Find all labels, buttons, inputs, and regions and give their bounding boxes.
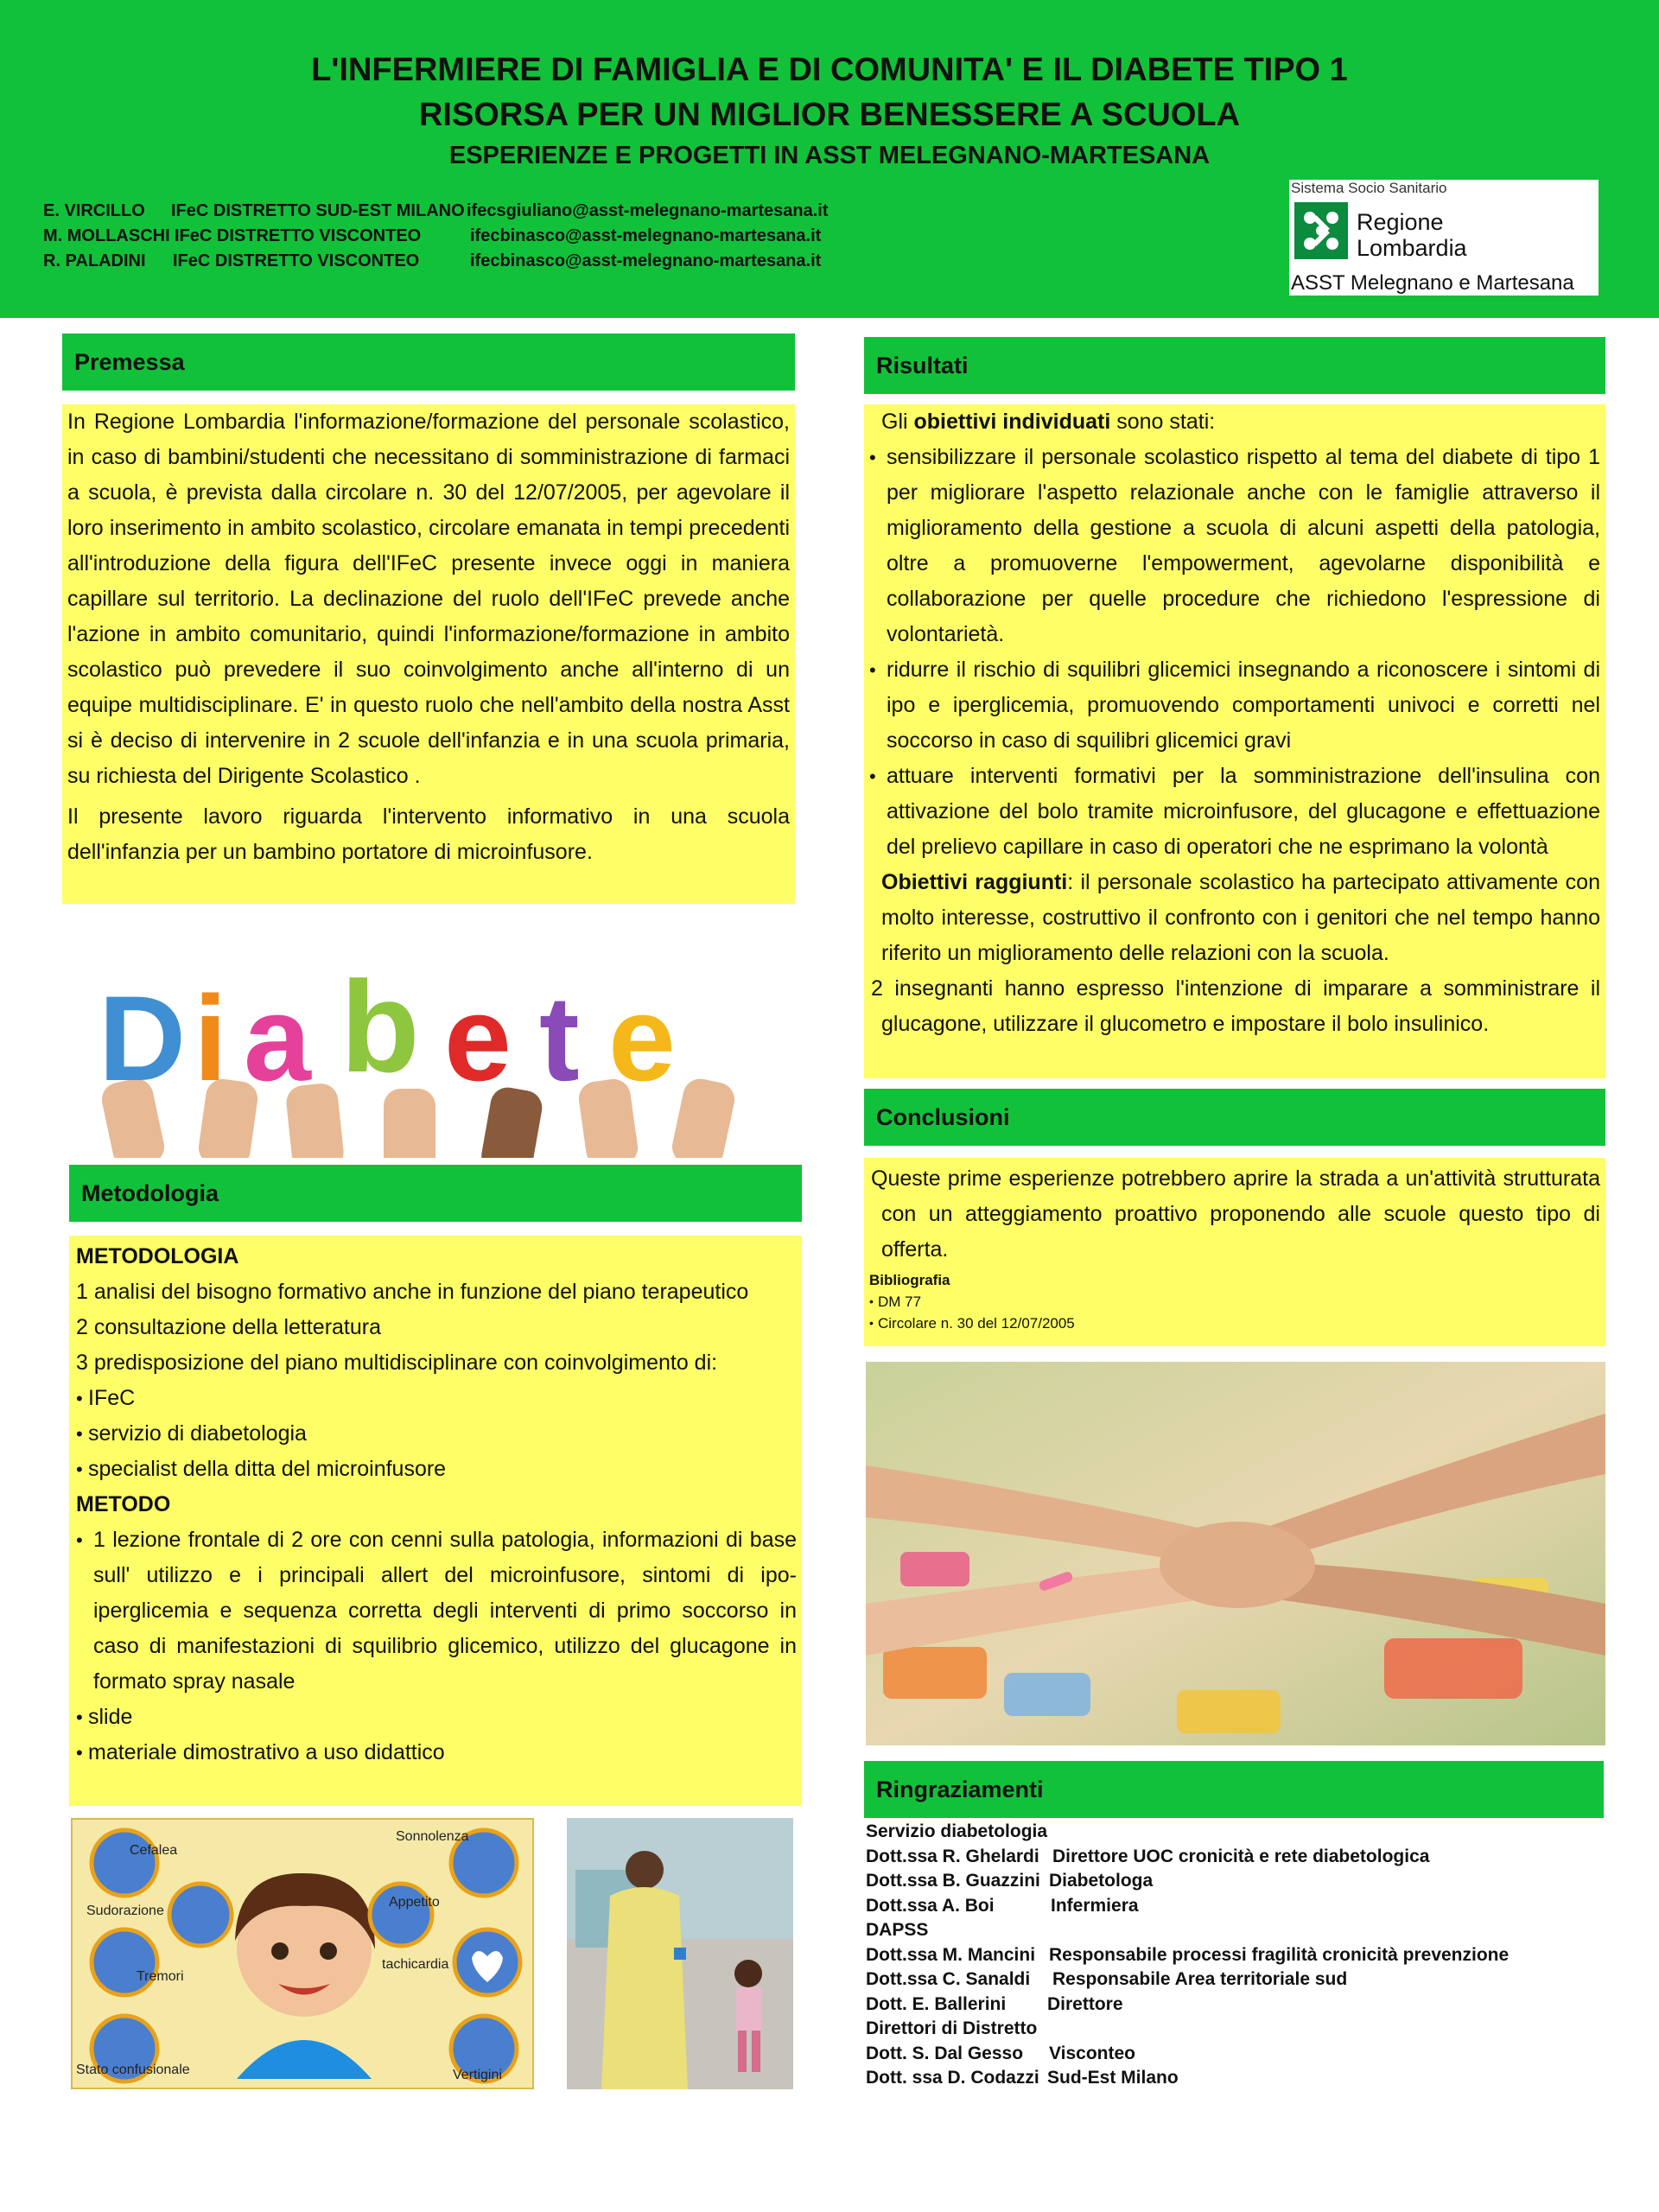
letter-e2: e: [608, 970, 676, 1106]
premessa-box: [62, 404, 795, 904]
ack-right: Responsabile Area territoriale sud: [1052, 1969, 1348, 1989]
involved-item: • specialist della ditta del microinfusore: [76, 1452, 797, 1487]
ack-left: Dott.ssa C. Sanaldi: [866, 1969, 1031, 1989]
objective-item: • ridurre il rischio di squilibri glicemici insegnando a riconoscere i sintomi di ipo e iperglicemia, promuovendo comportamenti univoci e corretti nel soccorso in caso di squilibri glicemici gravi: [869, 652, 1600, 759]
letter-D: D: [99, 970, 187, 1106]
ack-right: Sud-Est Milano: [1047, 2068, 1179, 2088]
involved-item: • IFeC: [76, 1381, 797, 1416]
risultati-intro-bold: obiettivi individuati: [913, 410, 1111, 434]
diabete-illustration: [90, 950, 764, 1158]
premessa-heading: Premessa: [62, 334, 795, 391]
letter-e: e: [444, 970, 512, 1106]
risultati-heading: Risultati: [864, 337, 1605, 394]
metodologia-box: [69, 1236, 802, 1806]
author-name: R. PALADINI: [43, 251, 146, 270]
author-district: IFeC DISTRETTO SUD-EST MILANO: [171, 201, 465, 220]
author-email: ifecbinasco@asst-melegnano-martesana.it: [470, 251, 822, 270]
symptom-label: Appetito: [389, 1895, 440, 1910]
regione-lombardia-logo: [1289, 180, 1599, 296]
author-name: M. MOLLASCHI: [43, 226, 170, 245]
logo-asst-text: ASST Melegnano e Martesana: [1291, 271, 1574, 295]
ack-right: Infermiera: [1051, 1895, 1139, 1916]
metodo-item: • materiale dimostrativo a uso didattico: [76, 1735, 797, 1770]
symptom-label: tachicardia: [382, 1957, 449, 1972]
ack-left: Dott. S. Dal Gesso: [866, 2043, 1024, 2063]
author-district: IFeC DISTRETTO VISCONTEO: [173, 251, 420, 270]
symptom-label: Sonnolenza: [396, 1829, 469, 1844]
premessa-paragraph: Il presente lavoro riguarda l'intervento informativo in una scuola dell'infanzia per un bambino portatore di microinfusore.: [67, 804, 790, 864]
teachers-statement: 2 insegnanti hanno espresso l'intenzione di imparare a somministrare il glucagone, utilizzare il glucometro e impostare il bolo insulinico.: [871, 976, 1600, 1036]
symptom-label: Stato confusionale: [76, 2063, 190, 2077]
poster-header: [0, 0, 1659, 318]
risultati-intro: [869, 404, 1600, 440]
metodologia-step: 3 predisposizione del piano multidisciplinare con coinvolgimento di:: [76, 1351, 718, 1375]
conclusioni-text: Queste prime esperienze potrebbero aprire la strada a un'attività strutturata con un atteggiamento proattivo proponendo alle scuole questo tipo di offerta.: [871, 1166, 1600, 1262]
ack-left: Direttori di Distretto: [866, 2018, 1038, 2038]
logo-system-text: Sistema Socio Sanitario: [1291, 180, 1447, 196]
poster-subtitle: RISORSA PER UN MIGLIOR BENESSERE A SCUOLA: [418, 97, 1241, 133]
ack-right: Diabetologa: [1049, 1871, 1154, 1891]
risultati-intro-pre: Gli: [881, 410, 914, 434]
objectives-reached-label: Obiettivi raggiunti: [881, 870, 1068, 894]
premessa-paragraph: In Regione Lombardia l'informazione/formazione del personale scolastico, in caso di bambini/studenti che necessitano di somministrazione di farmaci a scuola, è prevista dalla circolare n. 30 del 12/07/2005, per agevolare il loro inserimento in ambito scolastico, circolare emanata in tempi precedenti all'introduzione della figura dell'IFeC presente invece oggi in maniera capillare sul territorio. La declinazione del ruolo dell'IFeC prevede anche l'azione in ambito comunitario, quindi l'informazione/formazione in ambito scolastico può prevedere il suo coinvolgimento anche all'interno di un equipe multidisciplinare. E' in questo ruolo che nell'ambito della nostra Asst si è deciso di intervenire in 2 scuole dell'infanzia e in una scuola primaria, su richiesta del Dirigente Scolastico .: [67, 410, 790, 788]
metodologia-heading: Metodologia: [69, 1165, 802, 1222]
symptom-label: Tremori: [137, 1969, 184, 1984]
risultati-box: [864, 404, 1605, 1078]
ack-right: Visconteo: [1049, 2043, 1135, 2063]
ack-left: Dott.ssa M. Mancini: [866, 1944, 1036, 1965]
objectives-reached-text: : il personale scolastico ha partecipato attivamente con molto interesse, costruttivo il confronto con i genitori che nel tempo hanno riferito un miglioramento delle relazioni con la scuola.: [881, 870, 1600, 965]
ack-left: Dott.ssa R. Ghelardi: [866, 1846, 1039, 1866]
ack-left: Dott.ssa B. Guazzini: [866, 1871, 1040, 1891]
symptoms-image: [71, 1818, 534, 2089]
involved-item: • servizio di diabetologia: [76, 1416, 797, 1452]
bibliografia-heading: Bibliografia: [869, 1272, 950, 1288]
symptoms-illustration: [73, 1820, 534, 2089]
author-email: ifecsgiuliano@asst-melegnano-martesana.it: [467, 201, 829, 220]
ack-left: DAPSS: [866, 1920, 929, 1940]
ack-right: Responsabile processi fragilità cronicità prevenzione: [1049, 1944, 1510, 1965]
ringraziamenti-heading: Ringraziamenti: [864, 1761, 1604, 1818]
symptom-label: Vertigini: [453, 2068, 502, 2082]
hands-together-photo: [866, 1362, 1605, 1745]
letter-b: b: [340, 954, 420, 1099]
regione-lombardia-emblem-icon: [1294, 202, 1348, 259]
bibliografia-item: • DM 77: [869, 1291, 1600, 1313]
letter-i: i: [194, 970, 227, 1106]
poster-subtitle-2: ESPERIENZE E PROGETTI IN ASST MELEGNANO-MARTESANA: [448, 142, 1211, 169]
metodologia-step: 2 consultazione della letteratura: [76, 1315, 382, 1339]
objective-item: • sensibilizzare il personale scolastico rispetto al tema del diabete di tipo 1 per migliorare l'aspetto relazionale anche con le famiglie attraverso il miglioramento della gestione a scuola di alcuni aspetti della patologia, oltre a promuoverne l'empowerment, agevolarne disponibilità e collaborazione per quelle procedure che richiedono l'espressione di volontarietà.: [869, 440, 1600, 652]
symptom-label: Cefalea: [130, 1843, 178, 1858]
ack-left: Dott. E. Ballerini: [866, 1993, 1007, 2014]
metodo-subheading: METODO: [76, 1492, 171, 1516]
symptom-label: Sudorazione: [86, 1904, 164, 1918]
ack-left: Dott.ssa A. Boi: [866, 1895, 995, 1916]
risultati-intro-post: sono stati:: [1110, 410, 1216, 434]
objective-item: • attuare interventi formativi per la somministrazione dell'insulina con attivazione del bolo tramite microinfusore, del glucagone e effettuazione del prelievo capillare in caso di operatori che ne esprimano la volontà: [869, 759, 1600, 865]
logo-region-line2: Lombardia: [1357, 235, 1467, 261]
metodologia-step: 1 analisi del bisogno formativo anche in funzione del piano terapeutico: [76, 1280, 749, 1304]
bibliografia-item: • Circolare n. 30 del 12/07/2005: [869, 1313, 1600, 1334]
letter-a: a: [244, 970, 311, 1106]
ack-left: Dott. ssa D. Codazzi: [866, 2068, 1039, 2088]
diabete-letters-image: [90, 950, 764, 1158]
objectives-reached: [869, 865, 1600, 971]
ack-right: Direttore UOC cronicità e rete diabetologica: [1052, 1846, 1430, 1866]
conclusioni-box: [864, 1158, 1605, 1346]
logo-region-line1: Regione: [1357, 209, 1444, 235]
metodo-item: • 1 lezione frontale di 2 ore con cenni sulla patologia, informazioni di base sull' utilizzo e i principali allert del microinfusore, sintomi di ipo-iperglicemia e sequenza corretta degli interventi di primo soccorso in caso di manifestazioni di squilibrio glicemico, utilizzo del glucagone in formato spray nasale: [76, 1522, 797, 1700]
letter-t: t: [539, 970, 580, 1106]
ack-right: Direttore: [1047, 1993, 1123, 2014]
author-email: ifecbinasco@asst-melegnano-martesana.it: [470, 226, 822, 245]
ack-left: Servizio diabetologia: [866, 1821, 1048, 1841]
metodo-item: • slide: [76, 1700, 797, 1735]
author-district: IFeC DISTRETTO VISCONTEO: [175, 226, 422, 245]
author-name: E. VIRCILLO: [43, 201, 145, 220]
conclusioni-heading: Conclusioni: [864, 1089, 1605, 1146]
poster-title: L'INFERMIERE DI FAMIGLIA E DI COMUNITA' E IL DIABETE TIPO 1: [311, 52, 1348, 88]
metodologia-subheading: METODOLOGIA: [76, 1244, 239, 1268]
nurse-child-photo: [567, 1818, 793, 2089]
